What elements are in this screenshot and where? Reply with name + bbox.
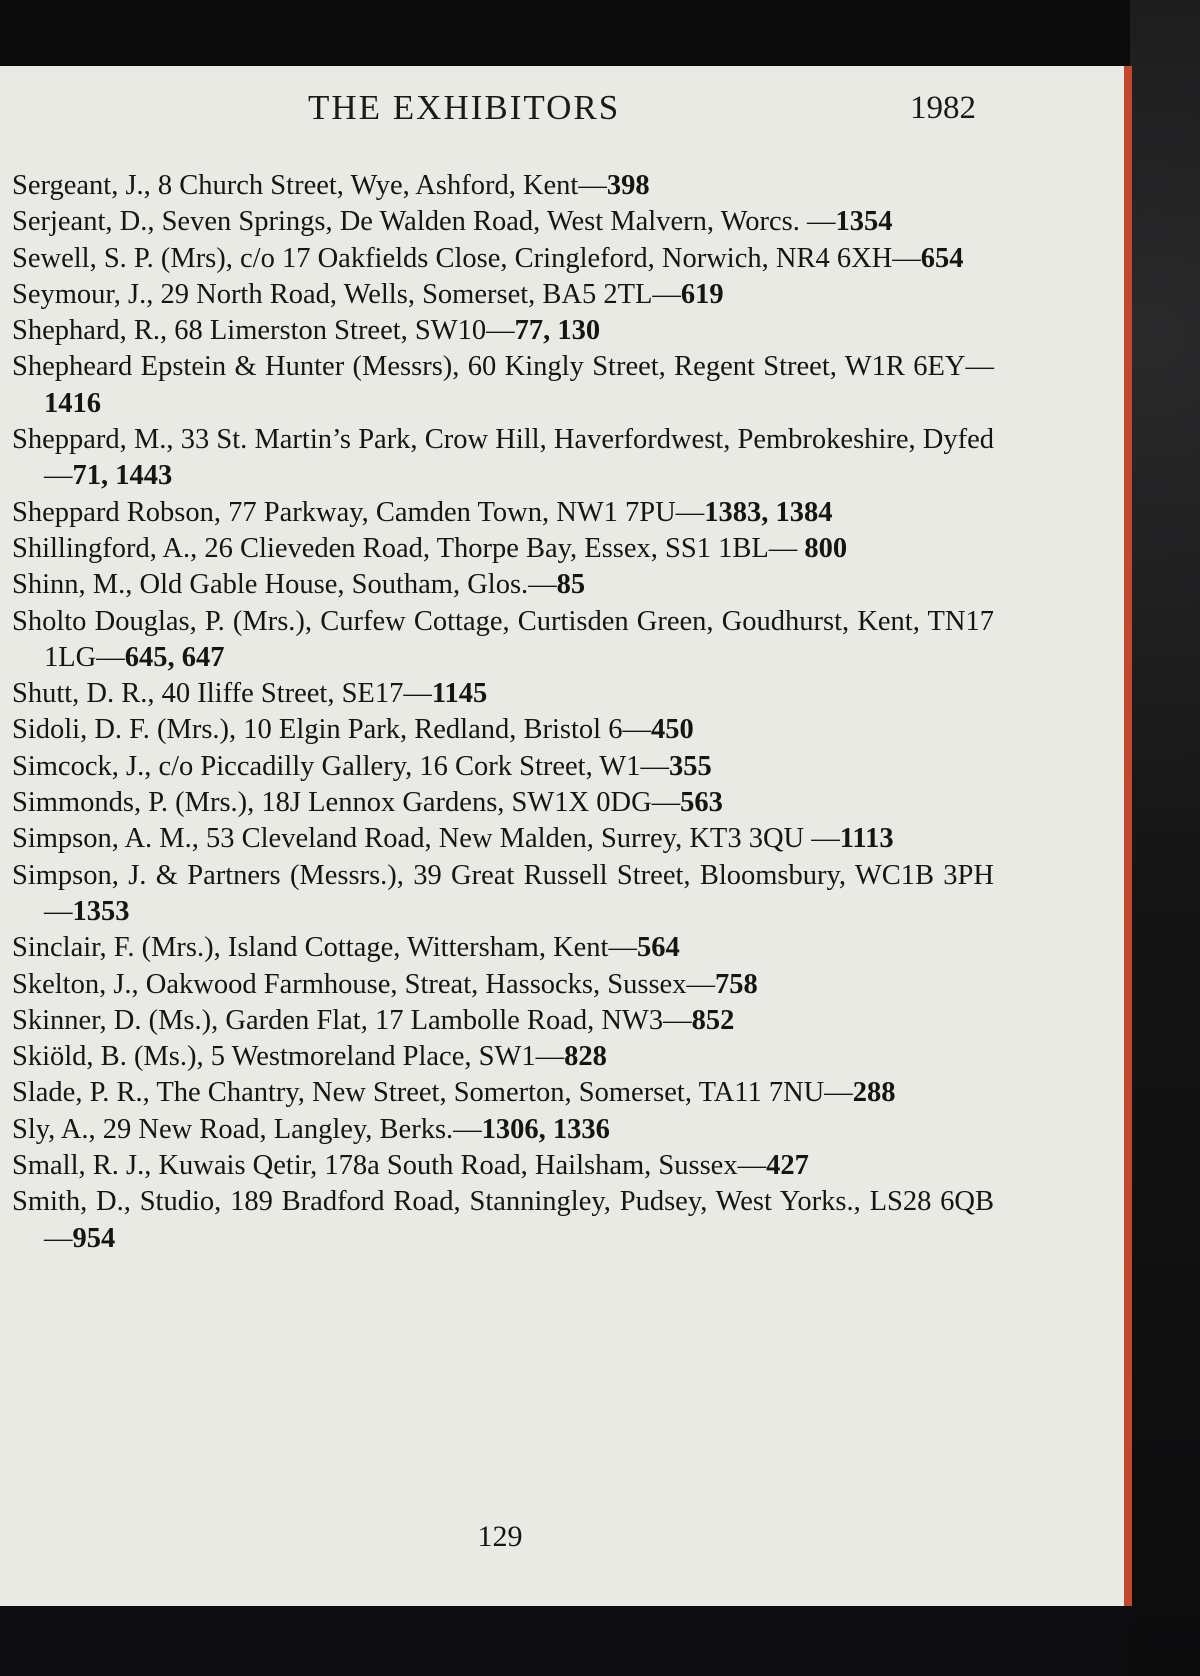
exhibitor-entry [12, 567, 994, 603]
entry-catalogue-numbers: 71, 1443 [72, 460, 173, 492]
entry-catalogue-numbers: 1145 [431, 678, 488, 710]
exhibitor-list [12, 168, 994, 1257]
entry-catalogue-numbers: 450 [650, 714, 694, 746]
entry-catalogue-numbers: 654 [920, 242, 964, 274]
entry-address: Sheppard, M., 33 St. Martin’s Park, Crow Hill, Haverfordwest, Pembrokeshire, Dyfed— [12, 424, 994, 492]
exhibitor-entry [12, 531, 994, 567]
entry-address: Simcock, J., c/o Piccadilly Gallery, 16 Cork Street, W1— [12, 750, 669, 782]
entry-catalogue-numbers: 77, 130 [514, 315, 601, 347]
entry-address: Skinner, D. (Ms.), Garden Flat, 17 Lambolle Road, NW3— [12, 1004, 692, 1036]
entry-catalogue-numbers: 645, 647 [124, 641, 225, 673]
exhibitor-entry [12, 1148, 994, 1184]
dark-backdrop-top [0, 0, 1200, 70]
entry-catalogue-numbers: 427 [766, 1150, 809, 1182]
exhibitor-entry [12, 749, 994, 785]
entry-address: Simpson, A. M., 53 Cleveland Road, New Malden, Surrey, KT3 3QU — [12, 823, 840, 855]
entry-catalogue-numbers: 1383, 1384 [704, 496, 833, 528]
entry-catalogue-numbers: 398 [606, 170, 650, 201]
exhibitor-entry [12, 785, 994, 821]
entry-address: Shinn, M., Old Gable House, Southam, Glos.— [12, 569, 557, 601]
page-year: 1982 [910, 90, 976, 126]
page-header [0, 88, 1128, 138]
entry-catalogue-numbers: 619 [680, 278, 724, 310]
entry-catalogue-numbers: 288 [852, 1077, 896, 1109]
entry-catalogue-numbers: 852 [691, 1004, 735, 1036]
entry-address: Skelton, J., Oakwood Farmhouse, Streat, Hassocks, Sussex— [12, 968, 715, 1000]
entry-catalogue-numbers: 85 [556, 569, 586, 601]
entry-catalogue-numbers: 1113 [839, 823, 894, 855]
exhibitor-entry [12, 495, 994, 531]
exhibitor-entry [12, 858, 994, 931]
exhibitor-entry [12, 313, 994, 349]
dark-backdrop-right [1130, 0, 1200, 1676]
entry-address: Sewell, S. P. (Mrs), c/o 17 Oakfields Close, Cringleford, Norwich, NR4 6XH— [12, 242, 921, 274]
exhibitor-entry [12, 604, 994, 677]
exhibitor-entry [12, 349, 994, 422]
exhibitor-entry [12, 1039, 994, 1075]
exhibitor-entry [12, 1003, 994, 1039]
entry-address: Shepheard Epstein & Hunter (Messrs), 60 Kingly Street, Regent Street, W1R 6EY— [12, 351, 994, 383]
exhibitor-entry [12, 821, 994, 857]
entry-catalogue-numbers: 1354 [835, 206, 893, 238]
entry-address: Sinclair, F. (Mrs.), Island Cottage, Wittersham, Kent— [12, 932, 637, 964]
entry-address: Sholto Douglas, P. (Mrs.), Curfew Cottage, Curtisden Green, Goudhurst, Kent, TN17 1LG— [12, 605, 994, 673]
entry-address: Simmonds, P. (Mrs.), 18J Lennox Gardens, SW1X 0DG— [12, 787, 681, 819]
entry-address: Slade, P. R., The Chantry, New Street, Somerton, Somerset, TA11 7NU— [12, 1077, 853, 1109]
entry-address: Shephard, R., 68 Limerston Street, SW10— [12, 315, 515, 347]
exhibitor-entry [12, 712, 994, 748]
exhibitor-entry [12, 277, 994, 313]
entry-address: Simpson, J. & Partners (Messrs.), 39 Great Russell Street, Bloomsbury, WC1B 3PH— [12, 859, 994, 927]
entry-catalogue-numbers: 355 [668, 750, 712, 782]
entry-address: Seymour, J., 29 North Road, Wells, Somerset, BA5 2TL— [12, 278, 681, 310]
entry-address: Skiöld, B. (Ms.), 5 Westmoreland Place, SW1— [12, 1041, 565, 1073]
exhibitor-entry [12, 1112, 994, 1148]
entry-catalogue-numbers: 758 [714, 968, 758, 1000]
exhibitor-entry [12, 422, 994, 495]
entry-address: Sidoli, D. F. (Mrs.), 10 Elgin Park, Redland, Bristol 6— [12, 714, 651, 746]
entry-address: Sly, A., 29 New Road, Langley, Berks.— [12, 1113, 482, 1145]
entry-catalogue-numbers: 563 [680, 787, 723, 819]
page-title: THE EXHIBITORS [308, 88, 621, 127]
entry-address: Serjeant, D., Seven Springs, De Walden Road, West Malvern, Worcs. — [12, 206, 836, 238]
entry-catalogue-numbers: 1353 [72, 895, 130, 927]
entry-address: Shutt, D. R., 40 Iliffe Street, SE17— [12, 678, 432, 710]
exhibitor-entry [12, 676, 994, 712]
entry-address: Small, R. J., Kuwais Qetir, 178a South Road, Hailsham, Sussex— [12, 1150, 767, 1182]
exhibitor-entry [12, 1184, 994, 1257]
entry-address: Sergeant, J., 8 Church Street, Wye, Ashford, Kent— [12, 170, 607, 201]
page-number: 129 [477, 1520, 523, 1553]
page-edge [1124, 66, 1132, 1606]
exhibitor-entry [12, 967, 994, 1003]
exhibitor-entry [12, 930, 994, 966]
exhibitor-entry [12, 1075, 994, 1111]
entry-catalogue-numbers: 954 [72, 1222, 116, 1254]
entry-catalogue-numbers: 564 [636, 932, 680, 964]
exhibitor-entry [12, 204, 994, 240]
entry-catalogue-numbers: 1416 [44, 387, 101, 419]
entry-catalogue-numbers: 828 [564, 1041, 607, 1073]
exhibitor-entry [12, 241, 994, 277]
entry-address: Shillingford, A., 26 Clieveden Road, Thorpe Bay, Essex, SS1 1BL— [12, 532, 805, 564]
exhibitor-entry [12, 168, 994, 204]
entry-catalogue-numbers: 800 [804, 532, 848, 564]
entry-address: Sheppard Robson, 77 Parkway, Camden Town, NW1 7PU— [12, 496, 705, 528]
entry-catalogue-numbers: 1306, 1336 [481, 1113, 610, 1145]
entry-address: Smith, D., Studio, 189 Bradford Road, Stanningley, Pudsey, West Yorks., LS28 6QB— [12, 1186, 994, 1254]
